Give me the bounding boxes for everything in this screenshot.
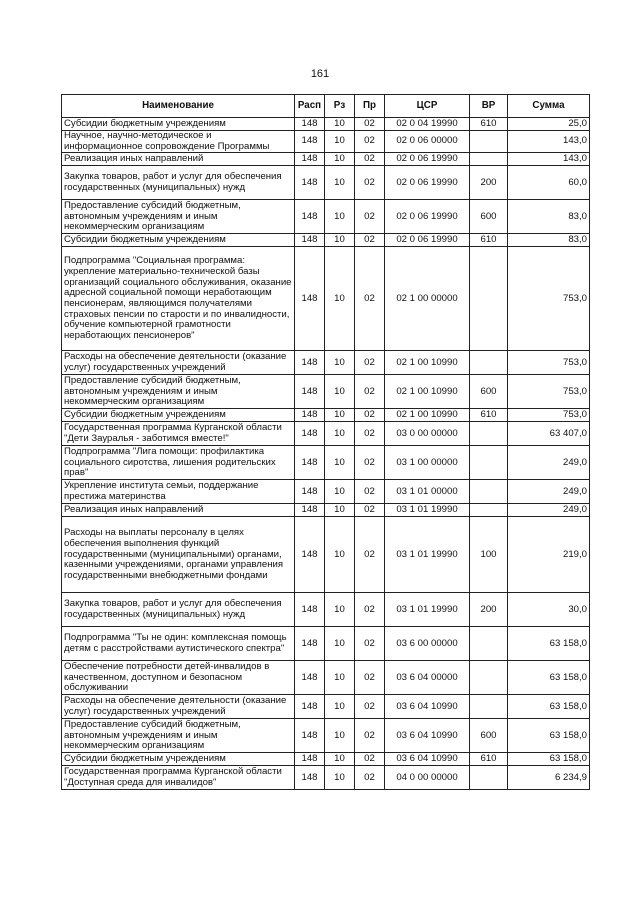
table-row: [62, 153, 590, 166]
cell-rz: 10: [325, 480, 355, 504]
cell-name: Расходы на обеспечение деятельности (оказание услуг) государственных учреждений: [62, 351, 295, 375]
cell-rasp: 148: [295, 593, 325, 627]
cell-pr: 02: [355, 766, 385, 790]
cell-vr: [470, 446, 508, 480]
cell-name: Укрепление института семьи, поддержание престижа материнства: [62, 480, 295, 504]
cell-csr: 03 0 00 00000: [385, 422, 470, 446]
cell-csr: 03 6 04 00000: [385, 661, 470, 695]
cell-pr: 02: [355, 375, 385, 409]
cell-name: Государственная программа Курганской области "Дети Зауралья - заботимся вместе!": [62, 422, 295, 446]
cell-pr: 02: [355, 234, 385, 247]
cell-csr: 03 6 04 10990: [385, 695, 470, 719]
cell-name: Субсидии бюджетным учреждениям: [62, 118, 295, 131]
cell-rz: 10: [325, 661, 355, 695]
cell-csr: 02 1 00 00000: [385, 247, 470, 351]
cell-pr: 02: [355, 695, 385, 719]
table-row: [62, 719, 590, 753]
table-row: [62, 593, 590, 627]
cell-sum: 249,0: [508, 504, 590, 517]
table-row: [62, 627, 590, 661]
cell-csr: 02 0 04 19990: [385, 118, 470, 131]
cell-vr: [470, 766, 508, 790]
cell-csr: 04 0 00 00000: [385, 766, 470, 790]
table-row: [62, 446, 590, 480]
cell-rz: 10: [325, 504, 355, 517]
cell-vr: [470, 661, 508, 695]
table-row: [62, 766, 590, 790]
cell-rasp: 148: [295, 153, 325, 166]
cell-name: Подпрограмма "Социальная программа: укрепление материально-технической базы организаций социального обслуживания, оказание адресной социальной помощи неработающим пенсионерам, являющимся получателями страховых пенсии по старости и по инвалидности, обучение компьютерной грамотности неработающих пенсионеров": [62, 247, 295, 351]
cell-csr: 03 1 01 00000: [385, 480, 470, 504]
header-rz: Рз: [325, 95, 355, 118]
cell-csr: 03 6 04 10990: [385, 753, 470, 766]
cell-pr: 02: [355, 200, 385, 234]
cell-csr: 03 6 04 10990: [385, 719, 470, 753]
cell-sum: 63 158,0: [508, 661, 590, 695]
cell-rz: 10: [325, 351, 355, 375]
cell-csr: 03 6 00 00000: [385, 627, 470, 661]
cell-pr: 02: [355, 131, 385, 153]
cell-vr: [470, 480, 508, 504]
cell-sum: 219,0: [508, 517, 590, 593]
cell-sum: 753,0: [508, 247, 590, 351]
cell-sum: 753,0: [508, 375, 590, 409]
cell-csr: 02 1 00 10990: [385, 351, 470, 375]
table-row: [62, 695, 590, 719]
cell-pr: 02: [355, 661, 385, 695]
cell-sum: 63 158,0: [508, 695, 590, 719]
cell-vr: 610: [470, 118, 508, 131]
cell-pr: 02: [355, 517, 385, 593]
table-row: [62, 375, 590, 409]
budget-table: [61, 94, 590, 790]
header-sum: Сумма: [508, 95, 590, 118]
cell-rasp: 148: [295, 661, 325, 695]
cell-sum: 249,0: [508, 480, 590, 504]
header-pr: Пр: [355, 95, 385, 118]
cell-name: Субсидии бюджетным учреждениям: [62, 409, 295, 422]
cell-rz: 10: [325, 422, 355, 446]
cell-sum: 30,0: [508, 593, 590, 627]
cell-name: Предоставление субсидий бюджетным, автономным учреждениям и иным некоммерческим организациям: [62, 719, 295, 753]
cell-csr: 03 1 01 19990: [385, 593, 470, 627]
table-row: [62, 118, 590, 131]
cell-rasp: 148: [295, 695, 325, 719]
cell-vr: 610: [470, 234, 508, 247]
cell-rasp: 148: [295, 351, 325, 375]
cell-rasp: 148: [295, 627, 325, 661]
cell-rasp: 148: [295, 446, 325, 480]
cell-csr: 02 0 06 19990: [385, 166, 470, 200]
cell-pr: 02: [355, 166, 385, 200]
table-row: [62, 661, 590, 695]
cell-name: Закупка товаров, работ и услуг для обеспечения государственных (муниципальных) нужд: [62, 166, 295, 200]
cell-rz: 10: [325, 234, 355, 247]
cell-name: Реализация иных направлений: [62, 153, 295, 166]
cell-vr: [470, 153, 508, 166]
cell-sum: 63 407,0: [508, 422, 590, 446]
cell-vr: 100: [470, 517, 508, 593]
table-row: [62, 131, 590, 153]
cell-rasp: 148: [295, 422, 325, 446]
cell-csr: 02 1 00 10990: [385, 375, 470, 409]
table-row: [62, 753, 590, 766]
table-row: [62, 200, 590, 234]
table-row: [62, 247, 590, 351]
cell-pr: 02: [355, 422, 385, 446]
cell-rz: 10: [325, 627, 355, 661]
cell-pr: 02: [355, 719, 385, 753]
cell-name: Предоставление субсидий бюджетным, автономным учреждениям и иным некоммерческим организациям: [62, 375, 295, 409]
cell-rasp: 148: [295, 480, 325, 504]
cell-rz: 10: [325, 200, 355, 234]
cell-name: Расходы на обеспечение деятельности (оказание услуг) государственных учреждений: [62, 695, 295, 719]
header-name: Наименование: [62, 95, 295, 118]
cell-csr: 03 1 01 19990: [385, 517, 470, 593]
table-row: [62, 409, 590, 422]
cell-csr: 02 0 06 19990: [385, 153, 470, 166]
header-vr: ВР: [470, 95, 508, 118]
cell-rz: 10: [325, 753, 355, 766]
cell-sum: 63 158,0: [508, 719, 590, 753]
cell-rz: 10: [325, 375, 355, 409]
cell-name: Научное, научно-методическое и информационное сопровождение Программы: [62, 131, 295, 153]
cell-rz: 10: [325, 247, 355, 351]
cell-rz: 10: [325, 166, 355, 200]
header-csr: ЦСР: [385, 95, 470, 118]
cell-vr: 200: [470, 166, 508, 200]
header-rasp: Расп: [295, 95, 325, 118]
cell-pr: 02: [355, 753, 385, 766]
cell-sum: 6 234,9: [508, 766, 590, 790]
table-row: [62, 351, 590, 375]
cell-sum: 83,0: [508, 200, 590, 234]
cell-pr: 02: [355, 153, 385, 166]
cell-rasp: 148: [295, 719, 325, 753]
cell-rasp: 148: [295, 375, 325, 409]
table-row: [62, 234, 590, 247]
cell-rasp: 148: [295, 234, 325, 247]
page-number: 161: [310, 68, 330, 80]
cell-vr: [470, 695, 508, 719]
cell-vr: [470, 351, 508, 375]
cell-vr: [470, 504, 508, 517]
cell-sum: 753,0: [508, 351, 590, 375]
cell-vr: [470, 627, 508, 661]
cell-rasp: 148: [295, 409, 325, 422]
cell-vr: 200: [470, 593, 508, 627]
cell-vr: [470, 131, 508, 153]
cell-name: Расходы на выплаты персоналу в целях обеспечения выполнения функций государственными (муниципальными) органами, казенными учреждениями, органами управления государственными внебюджетными фондами: [62, 517, 295, 593]
cell-vr: 610: [470, 409, 508, 422]
table-body: [62, 118, 590, 790]
cell-name: Закупка товаров, работ и услуг для обеспечения государственных (муниципальных) нужд: [62, 593, 295, 627]
cell-rz: 10: [325, 131, 355, 153]
cell-name: Обеспечение потребности детей-инвалидов в качественном, доступном и безопасном обслуживании: [62, 661, 295, 695]
table-row: [62, 517, 590, 593]
cell-sum: 753,0: [508, 409, 590, 422]
cell-rasp: 148: [295, 504, 325, 517]
table-row: [62, 422, 590, 446]
cell-rasp: 148: [295, 118, 325, 131]
cell-csr: 02 1 00 10990: [385, 409, 470, 422]
cell-rasp: 148: [295, 766, 325, 790]
cell-rasp: 148: [295, 247, 325, 351]
cell-name: Реализация иных направлений: [62, 504, 295, 517]
cell-sum: 143,0: [508, 131, 590, 153]
cell-pr: 02: [355, 593, 385, 627]
cell-pr: 02: [355, 247, 385, 351]
cell-rz: 10: [325, 695, 355, 719]
cell-rasp: 148: [295, 131, 325, 153]
cell-csr: 02 0 06 19990: [385, 234, 470, 247]
cell-rz: 10: [325, 593, 355, 627]
cell-name: Подпрограмма "Ты не один: комплексная помощь детям с расстройствами аутистического спектра": [62, 627, 295, 661]
cell-rz: 10: [325, 719, 355, 753]
cell-pr: 02: [355, 118, 385, 131]
cell-rz: 10: [325, 118, 355, 131]
cell-rasp: 148: [295, 200, 325, 234]
cell-rasp: 148: [295, 517, 325, 593]
table-header-row: [62, 95, 590, 118]
cell-sum: 249,0: [508, 446, 590, 480]
cell-csr: 03 1 00 00000: [385, 446, 470, 480]
table-row: [62, 504, 590, 517]
cell-pr: 02: [355, 627, 385, 661]
cell-vr: [470, 247, 508, 351]
cell-vr: [470, 422, 508, 446]
cell-rz: 10: [325, 409, 355, 422]
cell-name: Субсидии бюджетным учреждениям: [62, 234, 295, 247]
cell-vr: 600: [470, 719, 508, 753]
cell-vr: 610: [470, 753, 508, 766]
cell-sum: 63 158,0: [508, 627, 590, 661]
cell-vr: 600: [470, 200, 508, 234]
cell-csr: 03 1 01 19990: [385, 504, 470, 517]
cell-rz: 10: [325, 517, 355, 593]
cell-name: Субсидии бюджетным учреждениям: [62, 753, 295, 766]
cell-rasp: 148: [295, 753, 325, 766]
cell-vr: 600: [470, 375, 508, 409]
cell-sum: 63 158,0: [508, 753, 590, 766]
cell-pr: 02: [355, 446, 385, 480]
cell-name: Предоставление субсидий бюджетным, автономным учреждениям и иным некоммерческим организациям: [62, 200, 295, 234]
cell-rz: 10: [325, 153, 355, 166]
cell-sum: 83,0: [508, 234, 590, 247]
cell-sum: 143,0: [508, 153, 590, 166]
cell-pr: 02: [355, 409, 385, 422]
table-row: [62, 480, 590, 504]
cell-name: Подпрограмма "Лига помощи: профилактика социального сиротства, лишения родительских прав": [62, 446, 295, 480]
cell-pr: 02: [355, 351, 385, 375]
cell-pr: 02: [355, 480, 385, 504]
cell-sum: 25,0: [508, 118, 590, 131]
cell-name: Государственная программа Курганской области "Доступная среда для инвалидов": [62, 766, 295, 790]
cell-sum: 60,0: [508, 166, 590, 200]
cell-pr: 02: [355, 504, 385, 517]
cell-rz: 10: [325, 446, 355, 480]
cell-rz: 10: [325, 766, 355, 790]
table-row: [62, 166, 590, 200]
cell-csr: 02 0 06 00000: [385, 131, 470, 153]
cell-rasp: 148: [295, 166, 325, 200]
cell-csr: 02 0 06 19990: [385, 200, 470, 234]
